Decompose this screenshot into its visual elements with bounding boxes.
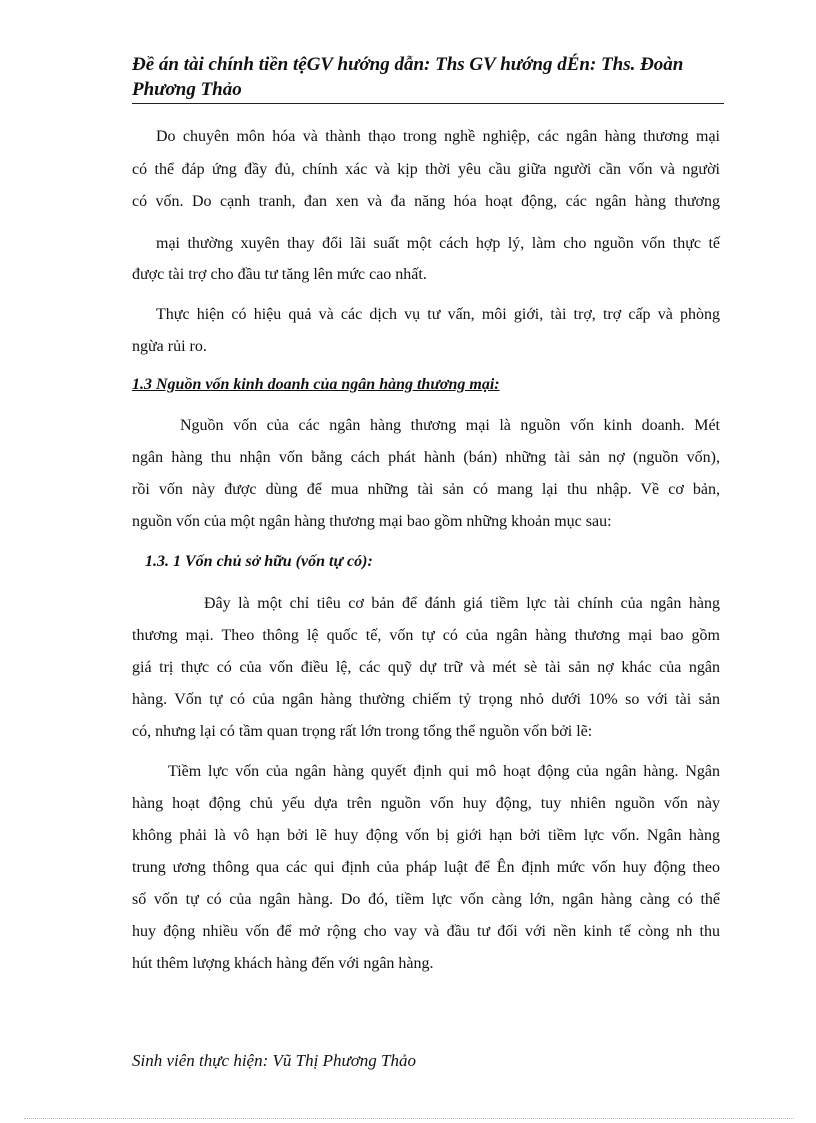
paragraph-4-line-1: Đây là một chỉ tiêu cơ bản để đánh giá tiềm lực tài chính của ngân hàng [204, 595, 720, 612]
paragraph-3-line-3: rồi vốn này được dùng để mua những tài sản có mang lại thu nhập. Về cơ bản, [132, 481, 720, 498]
page-footer: Sinh viên thực hiện: Vũ Thị Phương Thảo [132, 1051, 417, 1070]
paragraph-3-line-4: nguồn vốn của một ngân hàng thương mại bao gồm những khoản mục sau: [132, 513, 612, 530]
page-header [132, 52, 724, 104]
paragraph-5-line-3: không phải là vô hạn bởi lẽ huy động vốn bị giới hạn bởi tiềm lực vốn. Ngân hàng [132, 827, 720, 844]
header-line-1: Đề án tài chính tiền tệGV hướng dẫn: Ths GV hướng dÉn: Ths. Đoàn [132, 54, 684, 75]
section-heading-1-3-1: 1.3. 1 Vốn chủ sở hữu (vốn tự có): [145, 553, 373, 570]
paragraph-4-line-4: hàng. Vốn tự có của ngân hàng thường chiếm tỷ trọng nhỏ dưới 10% so với tài sản [132, 691, 720, 708]
paragraph-5-line-5: số vốn tự có của ngân hàng. Do đó, tiềm lực vốn càng lớn, ngân hàng càng có thể [132, 891, 720, 908]
paragraph-1-line-2: có thể đáp ứng đầy đủ, chính xác và kịp thời yêu cầu giữa người cần vốn và người [132, 161, 720, 178]
paragraph-2-line-2: ngừa rủi ro. [132, 338, 207, 355]
section-heading-1-3: 1.3 Nguồn vốn kinh doanh của ngân hàng thương mại: [132, 376, 500, 393]
paragraph-5-line-2: hàng hoạt động chủ yếu dựa trên nguồn vốn huy động, tuy nhiên nguồn vốn này [132, 795, 720, 812]
paragraph-5-line-7: hút thêm lượng khách hàng đến với ngân hàng. [132, 955, 434, 972]
paragraph-1-line-5: được tài trợ cho đầu tư tăng lên mức cao nhất. [132, 266, 427, 283]
paragraph-3-line-1: Nguồn vốn của các ngân hàng thương mại là nguồn vốn kinh doanh. Mét [180, 417, 720, 434]
paragraph-5-line-6: huy động nhiều vốn để mở rộng cho vay và đầu tư đối với nền kinh tế còng nh thu [132, 923, 720, 940]
paragraph-1-line-1: Do chuyên môn hóa và thành thạo trong nghề nghiệp, các ngân hàng thương mại [156, 128, 720, 145]
paragraph-1-line-3: có vốn. Do cạnh tranh, đan xen và đa năng hóa hoạt động, các ngân hàng thương [132, 193, 720, 210]
paragraph-4-line-3: giá trị thực có của vốn điều lệ, các quỹ dự trữ và mét sè tài sản nợ khác của ngân [132, 659, 720, 676]
page-bottom-divider [24, 1118, 794, 1119]
paragraph-3-line-2: ngân hàng thu nhận vốn bằng cách phát hành (bán) những tài sản nợ (nguồn vốn), [132, 449, 720, 466]
paragraph-1-line-4: mại thường xuyên thay đổi lãi suất một cách hợp lý, làm cho nguồn vốn thực tế [156, 235, 720, 252]
paragraph-4-line-5: có, nhưng lại có tầm quan trọng rất lớn trong tổng thể nguồn vốn bởi lẽ: [132, 723, 593, 740]
paragraph-4-line-2: thương mại. Theo thông lệ quốc tế, vốn tự có của ngân hàng thương mại bao gồm [132, 627, 720, 644]
paragraph-5-line-4: trung ương thông qua các qui định của pháp luật để Ên định mức vốn huy động theo [132, 859, 720, 876]
paragraph-2-line-1: Thực hiện có hiệu quả và các dịch vụ tư vấn, môi giới, tài trợ, trợ cấp và phòng [156, 306, 720, 323]
paragraph-5-line-1: Tiềm lực vốn của ngân hàng quyết định qui mô hoạt động của ngân hàng. Ngân [168, 763, 720, 780]
header-line-2: Phương Thảo [132, 79, 242, 100]
